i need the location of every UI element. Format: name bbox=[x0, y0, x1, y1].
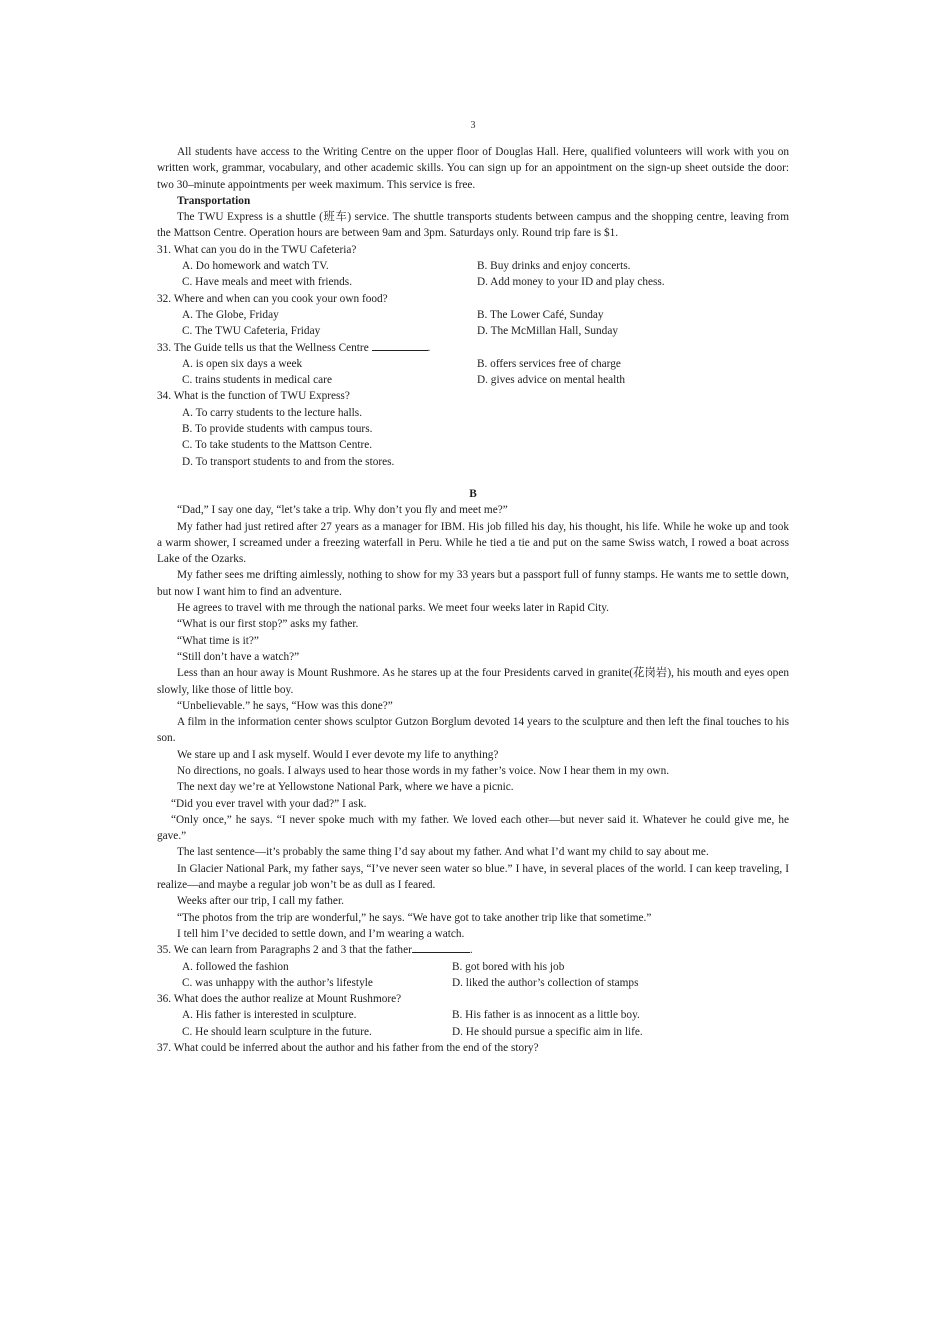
story-paragraph: Less than an hour away is Mount Rushmore. As he stares up at the four Presidents carved in granite(花岗岩), his mouth and eyes open slowly, like those of little boy. bbox=[157, 667, 789, 696]
option-c: C. Have meals and meet with friends. bbox=[182, 276, 353, 289]
option-b: B. The Lower Café, Sunday bbox=[477, 308, 604, 321]
question-stem: 34. What is the function of TWU Express? bbox=[157, 390, 350, 403]
story-paragraph: The next day we’re at Yellowstone National Park, where we have a picnic. bbox=[177, 781, 514, 794]
story-paragraph: “Unbelievable.” he says, “How was this done?” bbox=[177, 699, 393, 712]
option-d: D. gives advice on mental health bbox=[477, 374, 626, 387]
option-a: A. Do homework and watch TV. bbox=[182, 260, 329, 273]
option-b: B. To provide students with campus tours. bbox=[182, 423, 373, 436]
option-c: C. To take students to the Mattson Centre. bbox=[182, 439, 373, 452]
story-paragraph: I tell him I’ve decided to settle down, and I’m wearing a watch. bbox=[177, 927, 465, 940]
option-b: B. got bored with his job bbox=[452, 960, 565, 973]
option-a: A. To carry students to the lecture halls. bbox=[182, 406, 363, 419]
option-c: C. He should learn sculpture in the future. bbox=[182, 1025, 372, 1038]
option-b: B. offers services free of charge bbox=[477, 357, 621, 370]
question-stem: 33. The Guide tells us that the Wellness Centre bbox=[157, 341, 369, 354]
page-number: 3 bbox=[470, 120, 476, 131]
question-34 bbox=[157, 388, 789, 469]
question-32 bbox=[157, 291, 789, 340]
question-31 bbox=[157, 242, 789, 291]
story-paragraph: “Did you ever travel with your dad?” I ask. bbox=[171, 797, 367, 810]
story-paragraph: “The photos from the trip are wonderful,” he says. “We have got to take another trip like that sometime.” bbox=[177, 911, 652, 924]
option-b: B. His father is as innocent as a little boy. bbox=[452, 1009, 640, 1022]
question-36 bbox=[157, 991, 789, 1040]
option-c: C. was unhappy with the author’s lifestyle bbox=[182, 976, 373, 989]
story-paragraph: “Still don’t have a watch?” bbox=[177, 650, 300, 663]
story-paragraph: He agrees to travel with me through the national parks. We meet four weeks later in Rapid City. bbox=[177, 602, 610, 615]
option-a: A. is open six days a week bbox=[182, 357, 303, 370]
transportation-heading: Transportation bbox=[177, 194, 251, 207]
option-d: D. He should pursue a specific aim in life. bbox=[452, 1025, 643, 1038]
story-paragraph: Weeks after our trip, I call my father. bbox=[177, 895, 344, 908]
story-paragraph: “Only once,” he says. “I never spoke much with my father. We loved each other—but never said it. Whatever he could give me, he gave.” bbox=[157, 813, 789, 843]
option-c: C. trains students in medical care bbox=[182, 374, 332, 387]
writing-centre-paragraph: All students have access to the Writing Centre on the upper floor of Douglas Hall. Here, qualified volunteers will work with you on written work, grammar, vocabulary, and other academic skills. You can sign up for an appointment on the sign-up sheet outside the door: two 30–minute appointments per week maximum. This service is free. bbox=[157, 146, 789, 191]
question-33: 33. The Guide tells us that the Wellness Centre . A. is open six days a week B. offers services free of charge C. trains students in medical care D. gives advice on mental health bbox=[157, 340, 789, 389]
option-d: D. liked the author’s collection of stamps bbox=[452, 976, 639, 989]
story-paragraph: We stare up and I ask myself. Would I ever devote my life to anything? bbox=[177, 748, 499, 761]
option-d: D. Add money to your ID and play chess. bbox=[477, 276, 665, 289]
story-paragraph: My father had just retired after 27 years as a manager for IBM. His job filled his day, his thought, his life. While he woke up and took a warm shower, I screamed under a freezing waterfall in Peru. While he tied a tie and put on the same Swiss watch, I rowed a boat across Lake of the Ozarks. bbox=[157, 520, 789, 566]
answer-blank bbox=[412, 942, 470, 953]
story-paragraph: In Glacier National Park, my father says, “I’ve never seen water so blue.” I have, in several places of the world. I can keep traveling, I realize—and maybe a regular job won’t be as dull as I feared. bbox=[157, 862, 789, 892]
question-stem: 37. What could be inferred about the author and his father from the end of the story? bbox=[157, 1042, 539, 1055]
question-37 bbox=[157, 1040, 789, 1056]
section-b-heading: B bbox=[469, 487, 477, 500]
document-page bbox=[157, 118, 789, 1056]
story-paragraph: “Dad,” I say one day, “let’s take a trip. Why don’t you fly and meet me?” bbox=[177, 504, 508, 517]
answer-blank bbox=[372, 340, 428, 351]
story-paragraph: No directions, no goals. I always used to hear those words in my father’s voice. Now I hear them in my own. bbox=[177, 764, 670, 777]
story-paragraph: My father sees me drifting aimlessly, nothing to show for my 33 years but a passport full of funny stamps. He wants me to settle down, but now I want him to find an adventure. bbox=[157, 569, 789, 598]
transportation-paragraph: The TWU Express is a shuttle (班车) service. The shuttle transports students between campus and the shopping centre, leaving from the Mattson Centre. Operation hours are between 9am and 3pm. Saturdays only. Round trip fare is $1. bbox=[157, 211, 789, 240]
question-stem: 36. What does the author realize at Mount Rushmore? bbox=[157, 993, 402, 1006]
option-d: D. The McMillan Hall, Sunday bbox=[477, 325, 618, 338]
story-paragraph: The last sentence—it’s probably the same thing I’d say about my father. And what I’d want my child to say about me. bbox=[177, 846, 709, 859]
question-stem: 32. Where and when can you cook your own food? bbox=[157, 292, 388, 305]
question-stem: 31. What can you do in the TWU Cafeteria? bbox=[157, 243, 357, 256]
option-b: B. Buy drinks and enjoy concerts. bbox=[477, 260, 631, 273]
option-c: C. The TWU Cafeteria, Friday bbox=[182, 325, 321, 338]
story-paragraph: A film in the information center shows sculptor Gutzon Borglum devoted 14 years to the sculpture and then left the final touches to his son. bbox=[157, 716, 789, 745]
story-paragraph: “What is our first stop?” asks my father. bbox=[177, 618, 359, 631]
story-paragraph: “What time is it?” bbox=[177, 634, 259, 647]
question-35: 35. We can learn from Paragraphs 2 and 3 that the father . A. followed the fashion B. got bored with his job C. was unhappy with the author’s lifestyle D. liked the author’s collection of stamps bbox=[157, 942, 789, 991]
option-a: A. The Globe, Friday bbox=[182, 308, 279, 321]
option-d: D. To transport students to and from the stores. bbox=[182, 455, 395, 468]
question-stem: 35. We can learn from Paragraphs 2 and 3 that the father bbox=[157, 944, 412, 957]
option-a: A. followed the fashion bbox=[182, 960, 289, 973]
option-a: A. His father is interested in sculpture. bbox=[182, 1009, 357, 1022]
